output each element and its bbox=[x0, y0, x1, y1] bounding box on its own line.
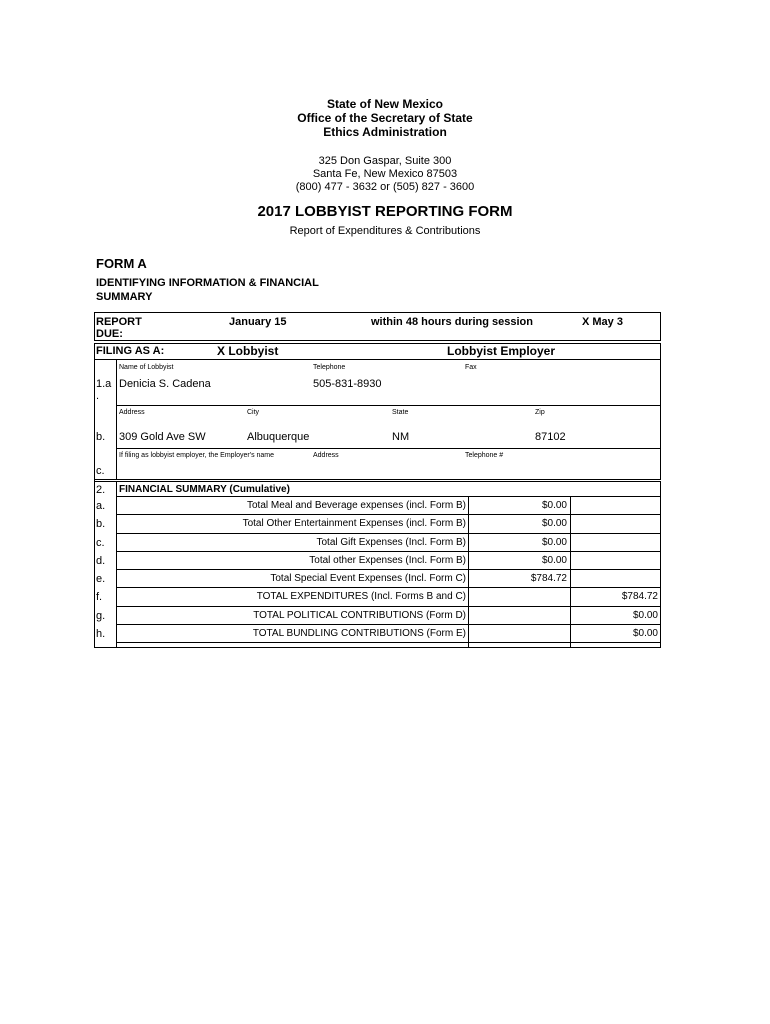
row-divider bbox=[116, 569, 661, 570]
header-division: Ethics Administration bbox=[323, 125, 447, 139]
row-amount[interactable]: $0.00 bbox=[541, 537, 567, 548]
row-label: d. bbox=[96, 555, 106, 567]
row-amount[interactable]: $0.00 bbox=[541, 518, 567, 529]
row-label: h. bbox=[96, 628, 106, 640]
row-label-dot: . bbox=[96, 390, 100, 402]
row-divider bbox=[116, 624, 661, 625]
row-divider bbox=[116, 587, 661, 588]
row-description: Total Meal and Beverage expenses (incl. Form B) bbox=[247, 500, 466, 511]
address-caption: Address bbox=[119, 409, 145, 416]
header-phone: (800) 477 - 3632 or (505) 827 - 3600 bbox=[295, 181, 475, 193]
header-address-2: Santa Fe, New Mexico 87503 bbox=[312, 168, 458, 180]
row-description: Total Special Event Expenses (Incl. Form C) bbox=[270, 573, 466, 584]
row-label-c: c. bbox=[96, 465, 105, 477]
filing-as-label: FILING AS A: bbox=[96, 345, 165, 357]
city-caption: City bbox=[247, 409, 260, 416]
row-divider bbox=[116, 514, 661, 515]
row-amount[interactable]: $784.72 bbox=[530, 573, 567, 584]
row-divider bbox=[116, 551, 661, 552]
row-amount[interactable]: $0.00 bbox=[541, 555, 567, 566]
row-total[interactable]: $0.00 bbox=[632, 610, 658, 621]
row-description: Total Other Entertainment Expenses (incl. Form B) bbox=[242, 518, 466, 529]
report-due-48-hours[interactable]: within 48 hours during session bbox=[371, 316, 533, 328]
zip-caption: Zip bbox=[535, 409, 545, 416]
lobbyist-address[interactable]: 309 Gold Ave SW bbox=[119, 431, 206, 443]
header-state: State of New Mexico bbox=[326, 97, 444, 111]
telephone-caption: Telephone bbox=[313, 364, 346, 371]
header-address-1: 325 Don Gaspar, Suite 300 bbox=[318, 155, 452, 167]
section-number: 2. bbox=[96, 484, 106, 496]
row-amount[interactable]: $0.00 bbox=[541, 500, 567, 511]
row-divider bbox=[116, 606, 661, 607]
row-label: a. bbox=[96, 500, 106, 512]
lobbyist-state[interactable]: NM bbox=[392, 431, 410, 443]
row-label: c. bbox=[96, 537, 105, 549]
lobbyist-zip[interactable]: 87102 bbox=[535, 431, 566, 443]
employer-name-caption: If filing as lobbyist employer, the Employer's name bbox=[119, 452, 275, 459]
form-label: FORM A bbox=[96, 256, 147, 271]
row-description: TOTAL BUNDLING CONTRIBUTIONS (Form E) bbox=[252, 628, 466, 639]
row-description: Total other Expenses (Incl. Form B) bbox=[309, 555, 466, 566]
row-description: Total Gift Expenses (Incl. Form B) bbox=[316, 537, 466, 548]
header-office: Office of the Secretary of State bbox=[297, 111, 473, 125]
row-total[interactable]: $0.00 bbox=[632, 628, 658, 639]
form-title: 2017 LOBBYIST REPORTING FORM bbox=[257, 203, 513, 220]
row-divider bbox=[116, 533, 661, 534]
report-due-may[interactable]: X May 3 bbox=[582, 316, 623, 328]
lobbyist-phone[interactable]: 505-831-8930 bbox=[313, 378, 382, 390]
name-caption: Name of Lobbyist bbox=[119, 364, 174, 371]
row-label: e. bbox=[96, 573, 106, 585]
filing-as-lobbyist-employer[interactable]: Lobbyist Employer bbox=[447, 344, 556, 358]
section-title: IDENTIFYING INFORMATION & FINANCIAL SUMMARY bbox=[96, 277, 319, 303]
row-description: TOTAL POLITICAL CONTRIBUTIONS (Form D) bbox=[253, 610, 466, 621]
fax-caption: Fax bbox=[465, 364, 477, 371]
employer-phone-caption: Telephone # bbox=[465, 452, 504, 459]
employer-address-caption: Address bbox=[313, 452, 339, 459]
filing-as-lobbyist[interactable]: X Lobbyist bbox=[217, 344, 279, 358]
row-description: TOTAL EXPENDITURES (Incl. Forms B and C) bbox=[256, 591, 466, 602]
form-subtitle: Report of Expenditures & Contributions bbox=[289, 225, 481, 237]
state-caption: State bbox=[392, 409, 409, 416]
report-due-january[interactable]: January 15 bbox=[229, 316, 287, 328]
row-label-1a: 1.a bbox=[96, 378, 112, 390]
row-label: b. bbox=[96, 518, 106, 530]
row-label: f. bbox=[96, 591, 103, 603]
row-divider bbox=[116, 642, 661, 643]
report-due-label: REPORT DUE: bbox=[96, 316, 142, 340]
lobbyist-name[interactable]: Denicia S. Cadena bbox=[119, 378, 211, 390]
financial-heading: FINANCIAL SUMMARY (Cumulative) bbox=[119, 484, 290, 495]
row-label-b: b. bbox=[96, 431, 106, 443]
lobbyist-city[interactable]: Albuquerque bbox=[247, 431, 310, 443]
row-label: g. bbox=[96, 610, 106, 622]
row-total[interactable]: $784.72 bbox=[621, 591, 658, 602]
